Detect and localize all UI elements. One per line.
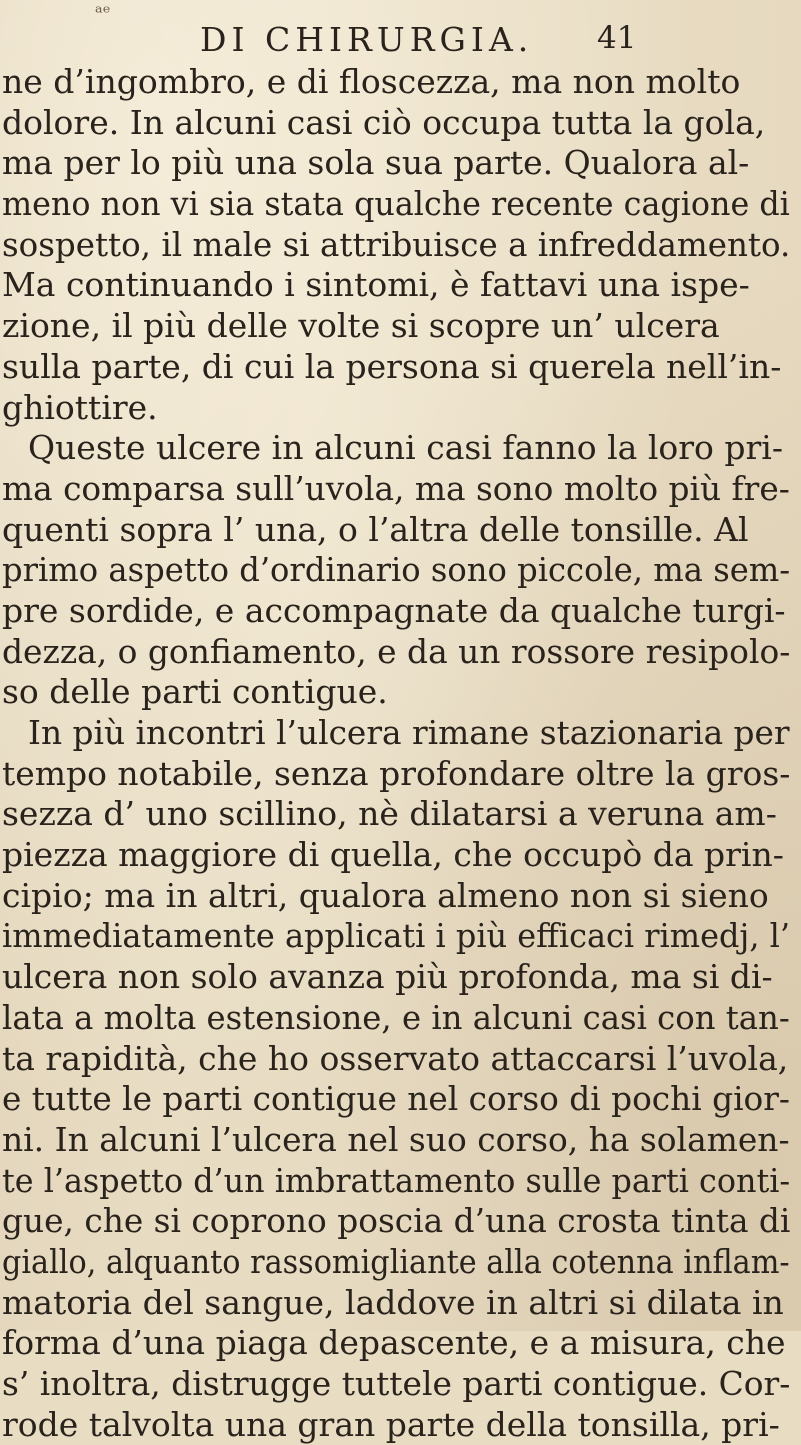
body-text xyxy=(0,62,801,1445)
text-line xyxy=(0,1120,801,1161)
running-title: DI CHIRURGIA. xyxy=(200,20,534,59)
text-line xyxy=(0,550,801,591)
text-line-content: te l’aspetto d’un imbrattamento sulle parti conti- xyxy=(2,1160,791,1200)
text-line-content: s’ inoltra, distrugge tuttele parti contigue. Cor- xyxy=(2,1364,791,1403)
text-line-content: sulla parte, di cui la persona si querela nell’in- xyxy=(2,346,782,386)
text-line xyxy=(0,1079,801,1120)
text-line xyxy=(0,672,801,713)
text-line-content: tempo notabile, senza profondare oltre la gros- xyxy=(2,753,791,793)
text-line-content: forma d’una piaga depascente, e a misura, che xyxy=(2,1323,786,1363)
text-line xyxy=(0,1161,801,1202)
text-line-content: rode talvolta una gran parte della tonsilla, pri- xyxy=(2,1404,780,1444)
text-line xyxy=(0,1201,801,1242)
text-line-content: matoria del sangue, laddove in altri si dilata in xyxy=(2,1282,784,1322)
text-line xyxy=(0,876,801,917)
text-line-content: meno non vi sia stata qualche recente cagione di xyxy=(2,184,790,224)
text-line xyxy=(0,143,801,184)
text-line-content: Queste ulcere in alcuni casi fanno la loro pri- xyxy=(28,428,783,468)
text-line xyxy=(0,225,801,266)
text-line xyxy=(0,428,801,469)
text-line xyxy=(0,835,801,876)
text-line xyxy=(0,713,801,754)
text-line-content: pre sordide, e accompagnate da qualche turgi- xyxy=(2,590,786,630)
text-line-content: dolore. In alcuni casi ciò occupa tutta la gola, xyxy=(2,102,766,142)
text-line-content: so delle parti contigue. xyxy=(2,672,388,712)
text-line xyxy=(0,1283,801,1324)
text-line-content: ulcera non solo avanza più profonda, ma si di- xyxy=(2,957,773,997)
text-line-content: lata a molta estensione, e in alcuni casi con tan- xyxy=(2,997,790,1037)
text-line-content: cipio; ma in altri, qualora almeno non si sieno xyxy=(2,875,769,915)
text-line-content: ne d’ingombro, e di floscezza, ma non molto xyxy=(2,62,741,101)
running-head xyxy=(0,20,801,60)
text-line-content: ni. In alcuni l’ulcera nel suo corso, ha solamen- xyxy=(2,1119,790,1159)
text-line-content: ma comparsa sull’uvola, ma sono molto più fre- xyxy=(2,468,790,508)
text-line xyxy=(0,916,801,957)
text-line-content: ma per lo più una sola sua parte. Qualora al- xyxy=(2,143,750,183)
text-line-content: ghiottire. xyxy=(2,387,158,427)
text-line xyxy=(0,62,801,103)
corner-mark: ᵃᵉ xyxy=(95,0,111,24)
text-line xyxy=(0,998,801,1039)
text-line-content: Ma continuando i sintomi, è fattavi una ispe- xyxy=(2,265,750,305)
text-line-content: quenti sopra l’ una, o l’altra delle tonsille. Al xyxy=(2,509,749,549)
text-line xyxy=(0,306,801,347)
text-line xyxy=(0,469,801,510)
text-line-content: primo aspetto d’ordinario sono piccole, ma sem- xyxy=(2,550,791,590)
text-line xyxy=(0,1405,801,1445)
text-line-content: piezza maggiore di quella, che occupò da prin- xyxy=(2,835,784,875)
text-line xyxy=(0,754,801,795)
text-line xyxy=(0,388,801,429)
text-line-content: dezza, o gonfiamento, e da un rossore resipolo- xyxy=(2,631,791,671)
text-line-content: gue, che si coprono poscia d’una crosta tinta di xyxy=(2,1201,791,1241)
page-number: 41 xyxy=(597,20,637,56)
text-line-content: giallo, alquanto rassomigliante alla cotenna inflam- xyxy=(2,1241,790,1281)
text-line-content: sospetto, il male si attribuisce a infreddamento. xyxy=(2,224,791,264)
text-line xyxy=(0,632,801,673)
text-line-content: ta rapidità, che ho osservato attaccarsi l’uvola, xyxy=(2,1038,789,1078)
text-line xyxy=(0,794,801,835)
text-line xyxy=(0,591,801,632)
text-line-content: immediatamente applicati i più efficaci rimedj, l’ xyxy=(2,916,791,956)
text-line xyxy=(0,347,801,388)
text-line xyxy=(0,510,801,551)
text-line xyxy=(0,1039,801,1080)
text-line-content: zione, il più delle volte si scopre un’ ulcera xyxy=(2,306,720,346)
text-line-content: e tutte le parti contigue nel corso di pochi gior- xyxy=(2,1079,790,1119)
text-line-content: In più incontri l’ulcera rimane stazionaria per xyxy=(28,713,790,752)
text-line xyxy=(0,184,801,225)
text-line xyxy=(0,1364,801,1405)
text-line xyxy=(0,1242,801,1283)
text-line xyxy=(0,1323,801,1364)
text-line-content: sezza d’ uno scillino, nè dilatarsi a veruna am- xyxy=(2,794,777,834)
text-line xyxy=(0,103,801,144)
text-line xyxy=(0,957,801,998)
text-line xyxy=(0,265,801,306)
